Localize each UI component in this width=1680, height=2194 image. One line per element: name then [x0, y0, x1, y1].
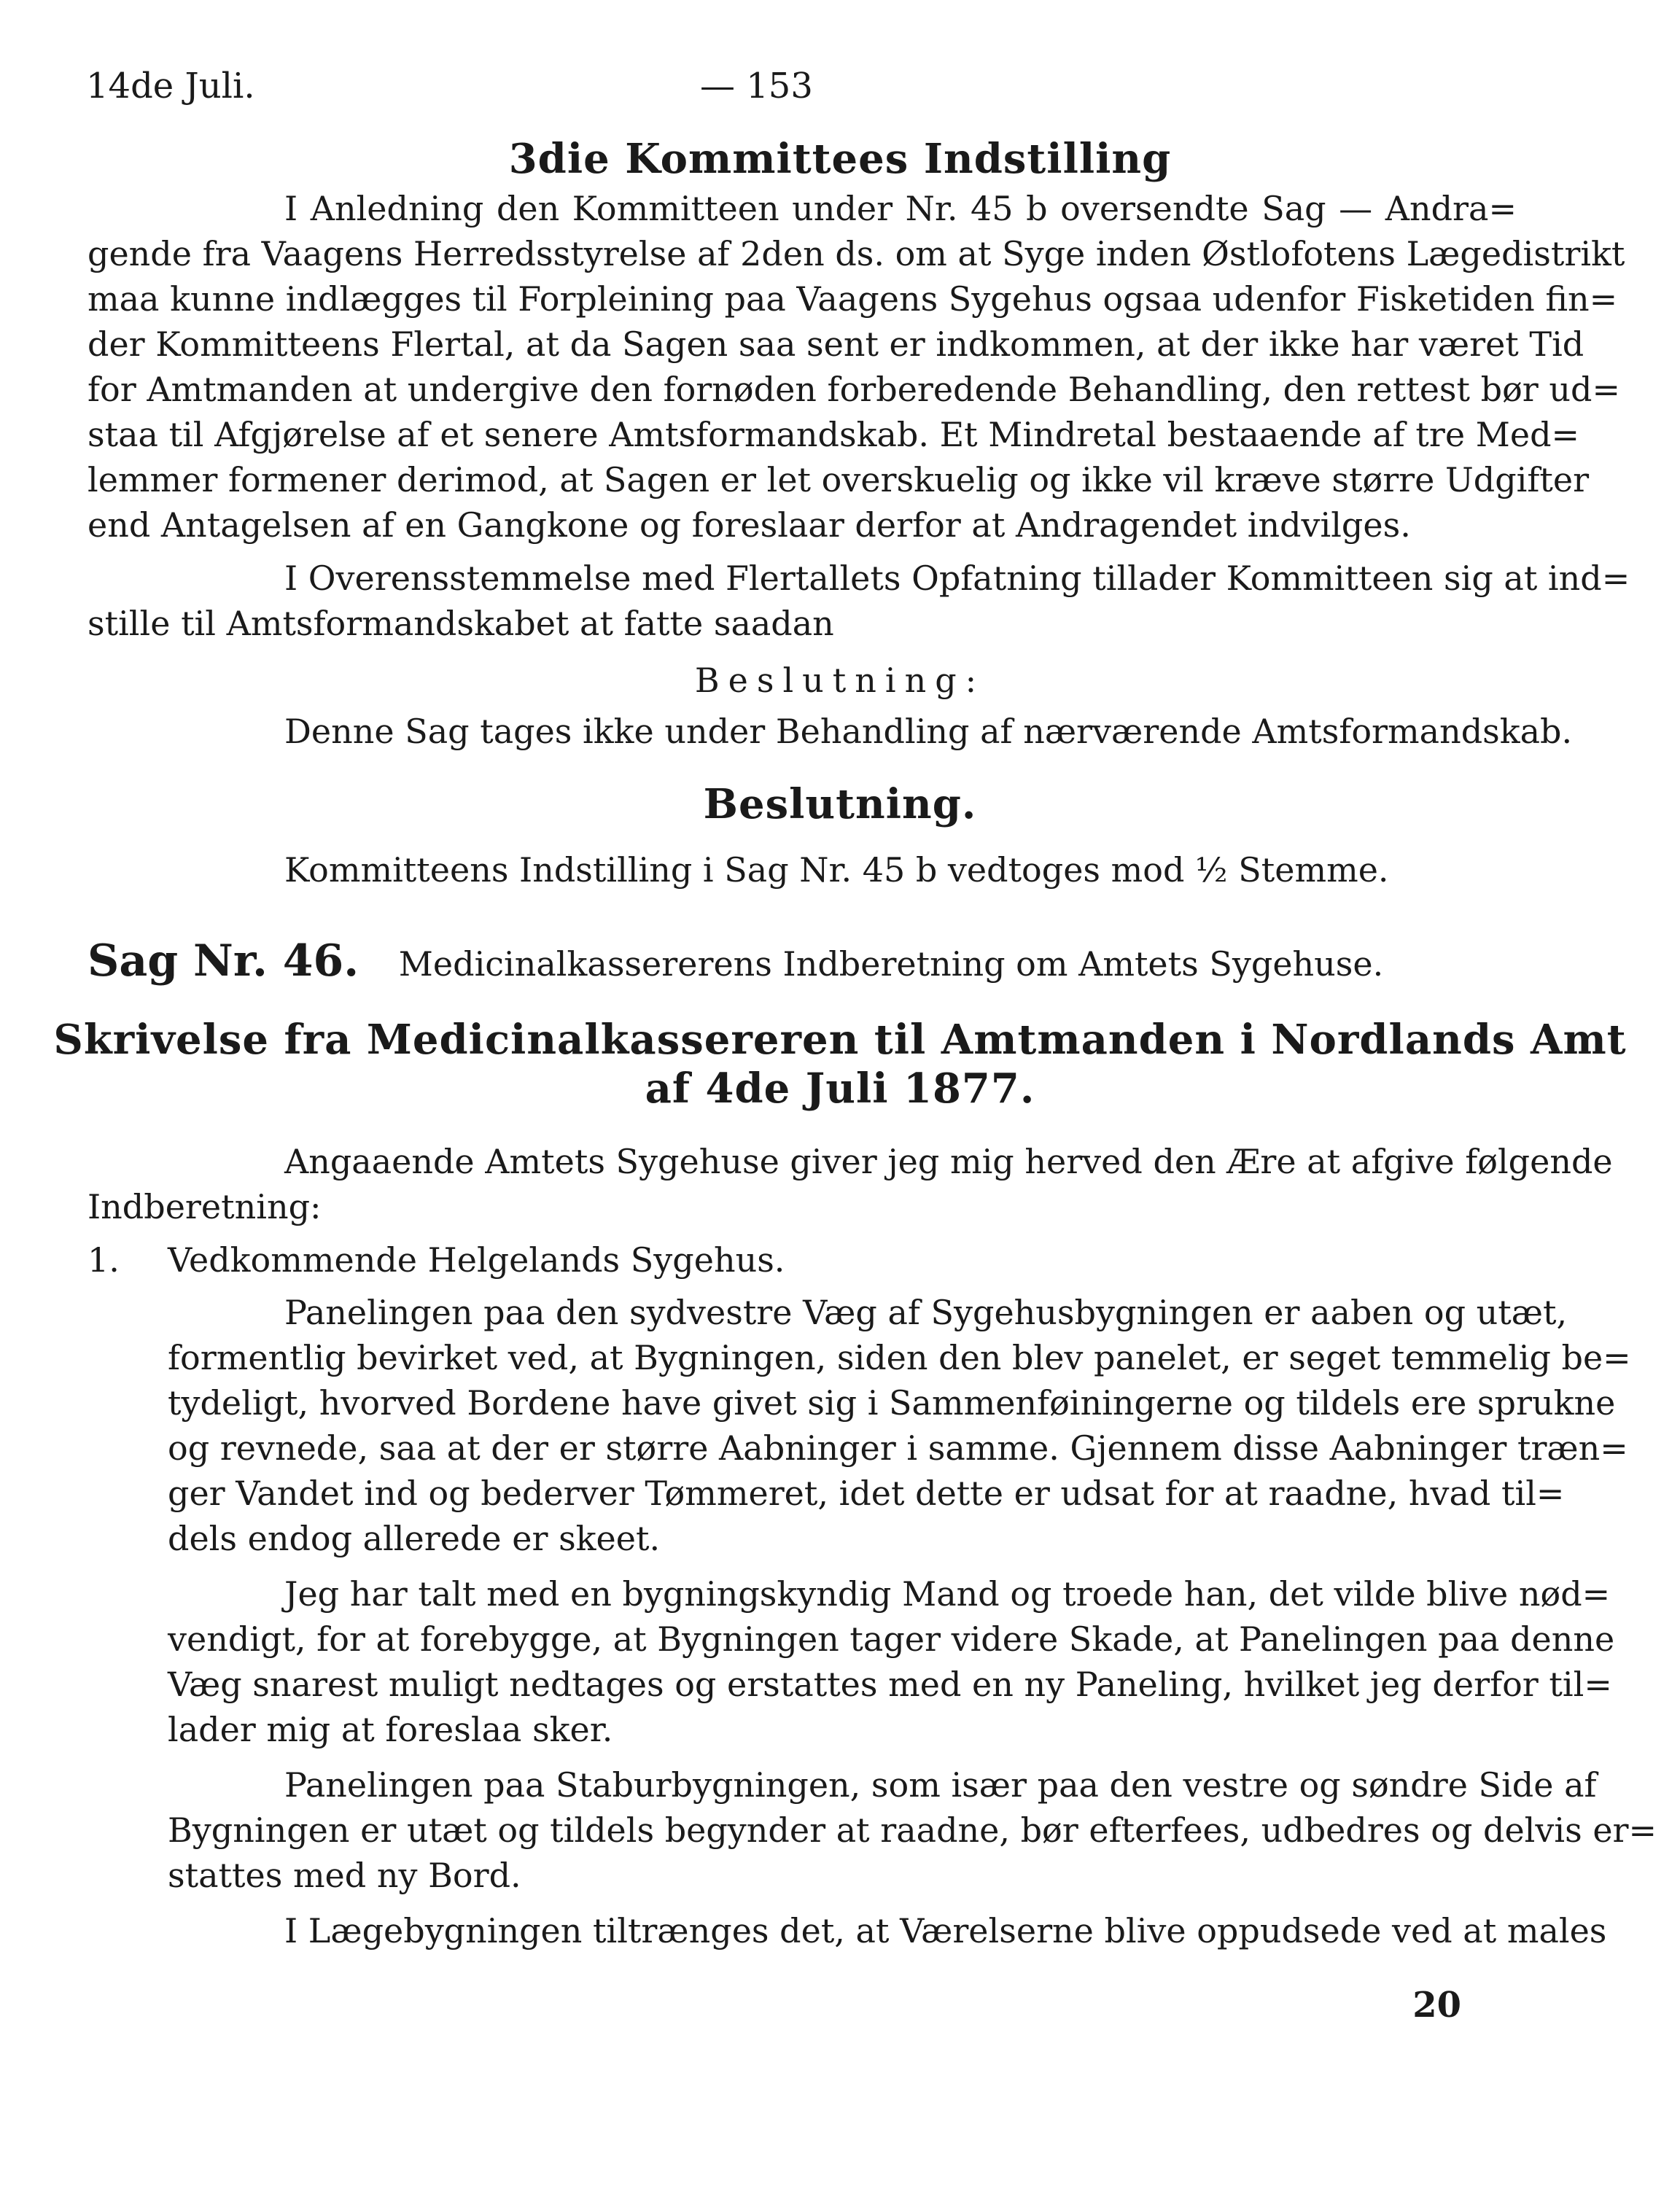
text-line: stille til Amtsformandskabet at fatte saadan	[88, 604, 834, 643]
text-line: maa kunne indlægges til Forpleining paa Vaagens Sygehus ogsaa udenfor Fisketiden fin=	[88, 279, 1618, 319]
text-line: der Kommitteens Flertal, at da Sagen saa sent er indkommen, at der ikke har været Tid	[88, 324, 1584, 364]
case-subject: Medicinalkassererens Indberetning om Amtets Sygehuse.	[398, 944, 1384, 984]
letter-title-date: af 4de Juli 1877.	[645, 1065, 1035, 1113]
text-line: Panelingen paa Staburbygningen, som især paa den vestre og søndre Side af	[284, 1765, 1597, 1805]
text-line: Panelingen paa den sydvestre Væg af Sygehusbygningen er aaben og utæt,	[284, 1293, 1568, 1332]
text-line: ger Vandet ind og bederver Tømmeret, idet dette er udsat for at raadne, hvad til=	[168, 1474, 1565, 1513]
text-line: I Anledning den Kommitteen under Nr. 45 b oversendte Sag — Andra=	[284, 189, 1517, 228]
case-heading	[88, 935, 1384, 987]
resolution-title: Beslutning.	[703, 780, 977, 828]
signature-mark: 20	[1412, 1985, 1461, 2026]
text-line: I Lægebygningen tiltrænges det, at Værelserne blive oppudsede ved at males	[284, 1911, 1607, 1950]
page-number: — 153	[700, 66, 813, 106]
text-line: I Overensstemmelse med Flertallets Opfatning tillader Kommitteen sig at ind=	[284, 559, 1630, 598]
text-line: stattes med ny Bord.	[168, 1856, 521, 1895]
text-line: staa til Afgjørelse af et senere Amtsformandskab. Et Mindretal bestaaende af tre Med=	[88, 415, 1580, 454]
text-line: Væg snarest muligt nedtages og erstattes med en ny Paneling, hvilket jeg derfor til=	[168, 1665, 1612, 1704]
text-line: Jeg har talt med en bygningskyndig Mand og troede han, det vilde blive nød=	[284, 1574, 1611, 1614]
text-line: lader mig at foreslaa sker.	[168, 1710, 613, 1749]
text-line: end Antagelsen af en Gangkone og foreslaar derfor at Andragendet indvilges.	[88, 505, 1411, 545]
header-date: 14de Juli.	[86, 66, 255, 106]
text-line: tydeligt, hvorved Bordene have givet sig i Sammenføiningerne og tildels ere sprukne	[168, 1383, 1616, 1423]
letter-title: Skrivelse fra Medicinalkassereren til Amtmanden i Nordlands Amt	[53, 1016, 1627, 1064]
text-line: Indberetning:	[88, 1187, 322, 1226]
text-line: og revnede, saa at der er større Aabninger i samme. Gjennem disse Aabninger træn=	[168, 1428, 1628, 1468]
text-line: dels endog allerede er skeet.	[168, 1519, 661, 1558]
beslutning-label: Beslutning:	[694, 661, 986, 700]
text-line: gende fra Vaagens Herredsstyrelse af 2den ds. om at Syge inden Østlofotens Lægedistrikt	[88, 234, 1625, 273]
text-line: formentlig bevirket ved, at Bygningen, siden den blev panelet, er seget temmelig be=	[168, 1338, 1631, 1377]
text-line: vendigt, for at forebygge, at Bygningen tager videre Skade, at Panelingen paa denne	[168, 1619, 1615, 1659]
case-label: Sag Nr. 46.	[88, 935, 359, 987]
resolution-text: Kommitteens Indstilling i Sag Nr. 45 b vedtoges mod ½ Stemme.	[284, 850, 1389, 890]
text-line: Angaaende Amtets Sygehuse giver jeg mig herved den Ære at afgive følgende	[284, 1142, 1613, 1181]
text-line: Bygningen er utæt og tildels begynder at raadne, bør efterfees, udbedres og delvis er=	[168, 1810, 1657, 1850]
text-line: for Amtmanden at undergive den fornøden forberedende Behandling, den rettest bør ud=	[88, 370, 1621, 409]
committee-title: 3die Kommittees Indstilling	[508, 135, 1172, 183]
item-title: Vedkommende Helgelands Sygehus.	[168, 1240, 785, 1280]
text-line: lemmer formener derimod, at Sagen er let overskuelig og ikke vil kræve større Udgifter	[88, 460, 1590, 499]
beslutning-text: Denne Sag tages ikke under Behandling af nærværende Amtsformandskab.	[284, 712, 1573, 751]
item-number: 1.	[88, 1240, 120, 1280]
